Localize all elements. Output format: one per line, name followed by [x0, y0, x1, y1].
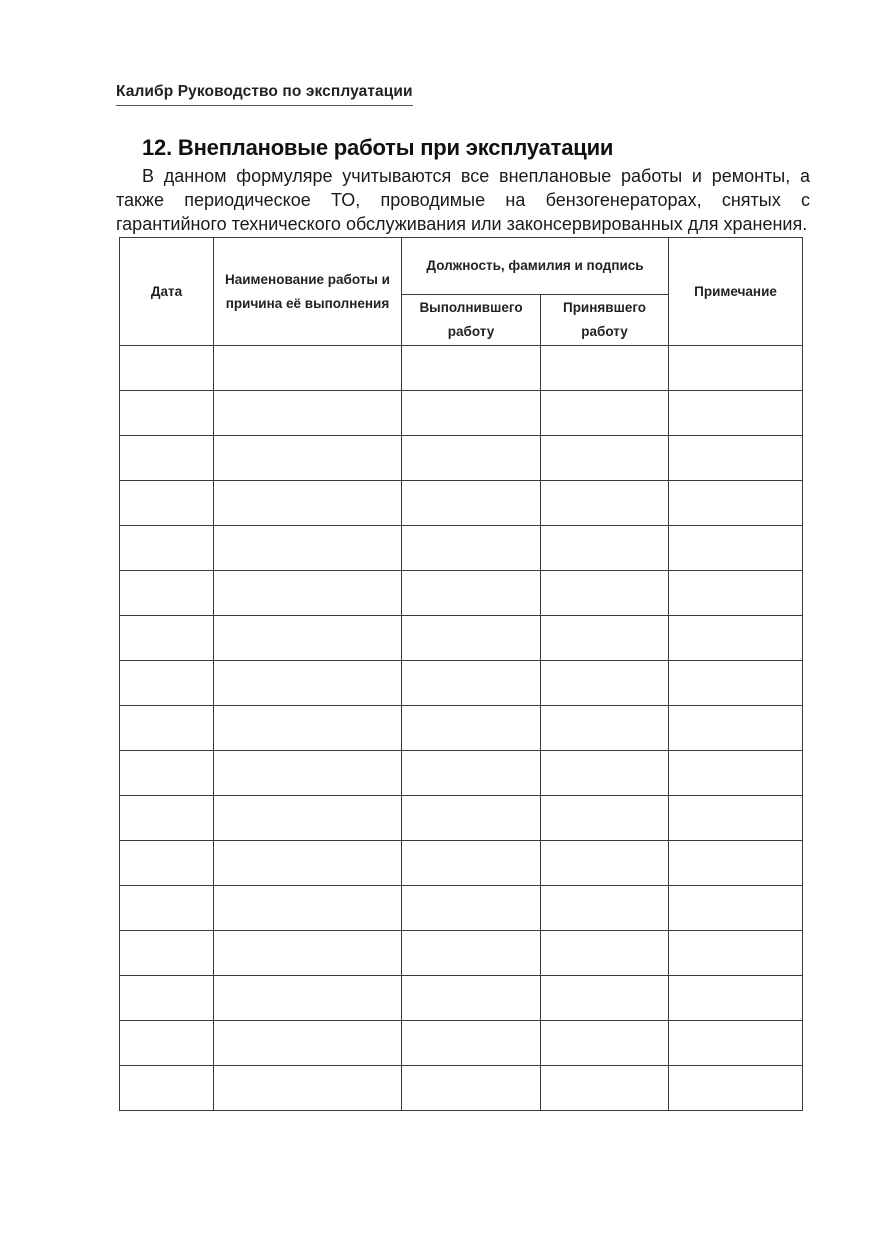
note-cell: [669, 796, 803, 841]
table-row: [120, 886, 803, 931]
performed-cell: [402, 436, 541, 481]
accepted-cell: [541, 841, 669, 886]
work-cell: [214, 616, 402, 661]
work-cell: [214, 1021, 402, 1066]
performed-cell: [402, 1021, 541, 1066]
work-cell: [214, 526, 402, 571]
performed-cell: [402, 571, 541, 616]
column-header-note: Примечание: [669, 238, 803, 346]
work-cell: [214, 841, 402, 886]
column-header-accepted: Принявшего работу: [541, 295, 669, 346]
note-cell: [669, 526, 803, 571]
accepted-cell: [541, 1066, 669, 1111]
accepted-cell: [541, 346, 669, 391]
date-cell: [120, 931, 214, 976]
table-row: [120, 616, 803, 661]
performed-cell: [402, 481, 541, 526]
performed-cell: [402, 1066, 541, 1111]
section-title: 12. Внеплановые работы при эксплуатации: [142, 135, 614, 160]
performed-cell: [402, 526, 541, 571]
table-row: [120, 526, 803, 571]
note-cell: [669, 841, 803, 886]
date-cell: [120, 571, 214, 616]
date-cell: [120, 706, 214, 751]
accepted-cell: [541, 436, 669, 481]
intro-paragraph: [116, 164, 810, 236]
date-cell: [120, 1066, 214, 1111]
work-cell: [214, 931, 402, 976]
work-cell: [214, 346, 402, 391]
note-cell: [669, 346, 803, 391]
performed-cell: [402, 706, 541, 751]
table-row: [120, 661, 803, 706]
date-cell: [120, 391, 214, 436]
table-row: [120, 931, 803, 976]
date-cell: [120, 661, 214, 706]
accepted-cell: [541, 976, 669, 1021]
accepted-cell: [541, 931, 669, 976]
table-row: [120, 751, 803, 796]
note-cell: [669, 976, 803, 1021]
date-cell: [120, 481, 214, 526]
column-header-signature-group: Должность, фамилия и подпись: [402, 238, 669, 295]
table-row: [120, 571, 803, 616]
note-cell: [669, 571, 803, 616]
table-row: [120, 841, 803, 886]
date-cell: [120, 886, 214, 931]
date-cell: [120, 841, 214, 886]
note-cell: [669, 751, 803, 796]
work-cell: [214, 796, 402, 841]
performed-cell: [402, 796, 541, 841]
accepted-cell: [541, 661, 669, 706]
performed-cell: [402, 886, 541, 931]
accepted-cell: [541, 796, 669, 841]
column-header-work: Наименование работы и причина её выполнения: [214, 238, 402, 346]
running-head: Калибр Руководство по эксплуатации: [116, 83, 413, 106]
table-row: [120, 481, 803, 526]
accepted-cell: [541, 706, 669, 751]
work-cell: [214, 886, 402, 931]
note-cell: [669, 616, 803, 661]
work-cell: [214, 571, 402, 616]
note-cell: [669, 886, 803, 931]
performed-cell: [402, 751, 541, 796]
performed-cell: [402, 931, 541, 976]
performed-cell: [402, 346, 541, 391]
date-cell: [120, 616, 214, 661]
log-table-body: [120, 346, 803, 1111]
performed-cell: [402, 841, 541, 886]
date-cell: [120, 526, 214, 571]
table-row: [120, 796, 803, 841]
date-cell: [120, 346, 214, 391]
note-cell: [669, 931, 803, 976]
date-cell: [120, 796, 214, 841]
table-row: [120, 706, 803, 751]
performed-cell: [402, 616, 541, 661]
note-cell: [669, 436, 803, 481]
work-cell: [214, 1066, 402, 1111]
table-row: [120, 391, 803, 436]
performed-cell: [402, 391, 541, 436]
date-cell: [120, 436, 214, 481]
note-cell: [669, 1066, 803, 1111]
work-cell: [214, 976, 402, 1021]
note-cell: [669, 661, 803, 706]
performed-cell: [402, 976, 541, 1021]
date-cell: [120, 976, 214, 1021]
note-cell: [669, 1021, 803, 1066]
performed-cell: [402, 661, 541, 706]
column-header-performed: Выполнившего работу: [402, 295, 541, 346]
table-row: [120, 1066, 803, 1111]
accepted-cell: [541, 391, 669, 436]
intro-text: В данном формуляре учитываются все внеплановые работы и ремонты, а также периодическое ТО, проводимые на бензогенераторах, снятых с гарантийного технического обслуживания или законсервированных для хранения.: [116, 166, 810, 234]
maintenance-log-table: [119, 237, 803, 1111]
work-cell: [214, 661, 402, 706]
work-cell: [214, 391, 402, 436]
note-cell: [669, 391, 803, 436]
table-row: [120, 436, 803, 481]
work-cell: [214, 481, 402, 526]
accepted-cell: [541, 886, 669, 931]
column-header-date: Дата: [120, 238, 214, 346]
accepted-cell: [541, 751, 669, 796]
accepted-cell: [541, 481, 669, 526]
accepted-cell: [541, 616, 669, 661]
note-cell: [669, 706, 803, 751]
table-row: [120, 346, 803, 391]
table-row: [120, 1021, 803, 1066]
accepted-cell: [541, 1021, 669, 1066]
work-cell: [214, 436, 402, 481]
date-cell: [120, 751, 214, 796]
work-cell: [214, 706, 402, 751]
accepted-cell: [541, 571, 669, 616]
date-cell: [120, 1021, 214, 1066]
note-cell: [669, 481, 803, 526]
work-cell: [214, 751, 402, 796]
accepted-cell: [541, 526, 669, 571]
table-row: [120, 976, 803, 1021]
